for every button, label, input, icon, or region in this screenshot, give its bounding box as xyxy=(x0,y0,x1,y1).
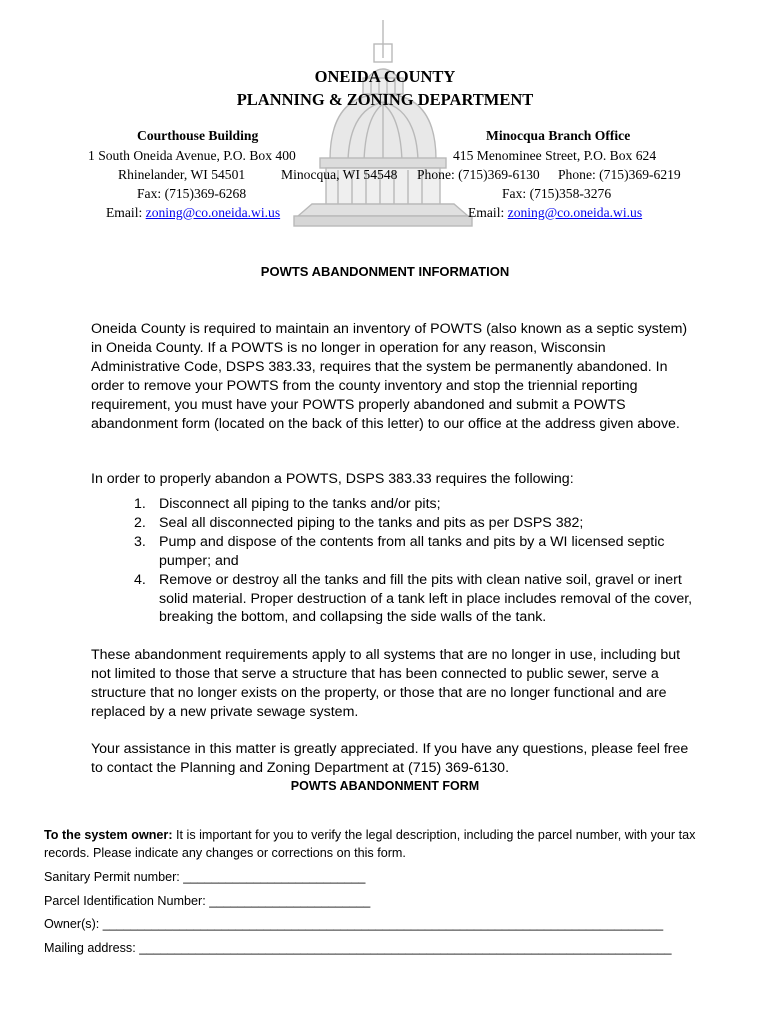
county-name: ONEIDA COUNTY xyxy=(314,67,456,86)
right-office-name: Minocqua Branch Office xyxy=(486,128,631,143)
form-title: POWTS ABANDONMENT FORM xyxy=(290,779,480,793)
right-office-fax: Fax: (715)358-3276 xyxy=(502,186,612,201)
right-office-address1: 415 Menominee Street, P.O. Box 624 xyxy=(453,148,657,163)
department-name: PLANNING & ZONING DEPARTMENT xyxy=(236,90,534,109)
left-office-fax: Fax: (715)369-6268 xyxy=(137,186,247,201)
list-item: 4. Remove or destroy all the tanks and fill the pits with clean native soil, gravel or inert solid material. Proper destruction of a tank left in place includes removal of the cover, breaking the bottom, and collapsing the side walls of the tank. xyxy=(134,571,693,626)
right-email-link[interactable]: zoning@co.oneida.wi.us xyxy=(507,205,643,220)
list-item: 1. Disconnect all piping to the tanks and/or pits; xyxy=(134,496,441,512)
left-email-label: Email: xyxy=(106,205,143,220)
left-office-address2: Rhinelander, WI 54501 xyxy=(118,167,246,182)
left-office-address1: 1 South Oneida Avenue, P.O. Box 400 xyxy=(88,148,296,163)
owners-field[interactable]: Owner(s): ________________________________________________________________________________ xyxy=(44,917,664,931)
requirements-list xyxy=(134,495,694,627)
list-item: 2. Seal all disconnected piping to the tanks and pits as per DSPS 382; xyxy=(134,514,584,531)
closing-paragraph: Your assistance in this matter is greatly appreciated. If you have any questions, please feel free to contact the Planning and Zoning Department at (715) 369-6130. xyxy=(91,741,689,776)
mailing-address-field[interactable]: Mailing address: ____________________________________________________________________________ xyxy=(44,941,672,955)
left-office-phone: Phone: (715)369-6130 xyxy=(417,167,540,182)
list-item: 3. Pump and dispose of the contents from all tanks and pits by a WI licensed septic pumper; and xyxy=(134,533,665,569)
letter-title: POWTS ABANDONMENT INFORMATION xyxy=(260,264,510,279)
left-email-link[interactable]: zoning@co.oneida.wi.us xyxy=(145,205,281,220)
right-office-email xyxy=(468,205,642,221)
applicability-paragraph: These abandonment requirements apply to all systems that are no longer in use, including but not limited to those that serve a structure that has been connected to public sewer, serve a structure that no longer exists on the property, or those that are no longer functional and are replaced by a new private sewage system. xyxy=(91,647,681,720)
requirements-lead: In order to properly abandon a POWTS, DSPS 383.33 requires the following: xyxy=(91,471,574,487)
parcel-id-field[interactable]: Parcel Identification Number: _______________________ xyxy=(44,894,371,908)
right-office-phone: Phone: (715)369-6219 xyxy=(558,167,681,182)
sanitary-permit-field[interactable]: Sanitary Permit number: __________________________ xyxy=(44,870,366,884)
courthouse-dome-icon xyxy=(268,18,498,230)
right-email-label: Email: xyxy=(468,205,505,220)
right-office-address2: Minocqua, WI 54548 xyxy=(281,167,398,182)
owner-instructions: To the system owner: It is important for you to verify the legal description, including the parcel number, with your tax records. Please indicate any changes or corrections on this form. xyxy=(44,828,696,860)
left-office-name: Courthouse Building xyxy=(137,128,259,143)
intro-paragraph: Oneida County is required to maintain an inventory of POWTS (also known as a septic system) in Oneida County. If a POWTS is no longer in operation for any reason, Wisconsin Administrative Code, DSPS 383.33, requires that the system be permanently abandoned. In order to remove your POWTS from the county inventory and stop the triennial reporting requirement, you must have your POWTS properly abandoned and submit a POWTS abandonment form (located on the back of this letter) to our office at the address given above. xyxy=(91,321,688,432)
left-office-email xyxy=(106,205,280,221)
